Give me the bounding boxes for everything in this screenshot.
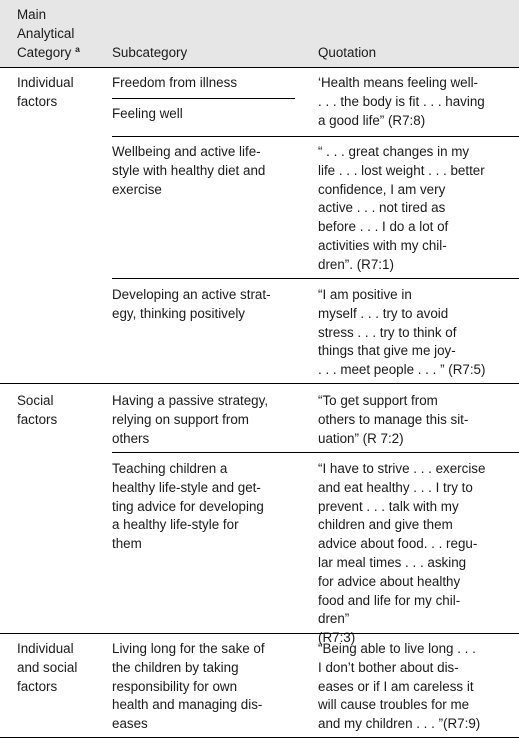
subcategory-feeling-well (112, 105, 183, 124)
row-divider (112, 136, 519, 137)
quotation-line: “Being able to live long . . . (318, 641, 476, 656)
subcategory-line: healthy life-style and get- (112, 479, 261, 495)
quotation-line: . . . the body is fit . . . having (318, 93, 485, 109)
subcategory-line: responsibility for own (112, 678, 238, 694)
subcategory-line: health and managing dis- (112, 697, 263, 713)
row-divider (112, 278, 519, 279)
subcategory-teaching-children (112, 460, 302, 554)
quotation-r7-8 (318, 74, 513, 130)
subcategory-line: Freedom from illness (112, 75, 238, 90)
quotation-line: advice about food. . . regu- (318, 536, 478, 552)
quotation-line: others to manage this sit- (318, 411, 469, 427)
quotation-line: . . . meet people . . . ” (R7:5) (318, 362, 486, 378)
subcategory-line: style with healthy diet and (112, 162, 266, 178)
quotation-line: “I am positive in (318, 287, 412, 302)
header-main-category (17, 6, 97, 62)
subcategory-line: them (112, 536, 142, 552)
quotation-line: “To get support from (318, 393, 438, 408)
category-individual-factors (17, 74, 97, 112)
quotation-line: dren” (318, 611, 350, 627)
subcategory-passive-strategy (112, 392, 302, 448)
quotation-line: myself . . . try to avoid (318, 305, 449, 321)
subcategory-wellbeing-active-lifestyle (112, 143, 302, 199)
quotation-line: before . . . I do a lot of (318, 219, 449, 235)
quotation-line: lar meal times . . . asking (318, 554, 467, 570)
category-line: Individual (17, 75, 74, 90)
subcategory-freedom-from-illness (112, 74, 237, 93)
category-line: factors (17, 411, 58, 427)
table-bottom-rule (0, 737, 519, 738)
quotation-line: will cause troubles for me (318, 697, 470, 713)
subcategory-living-long (112, 640, 307, 734)
subcategory-line: egy, thinking positively (112, 305, 245, 321)
subcategory-line: a healthy life-style for (112, 517, 239, 533)
subcategory-line: Teaching children a (112, 461, 228, 476)
quotation-r7-2 (318, 392, 513, 448)
header-main-category-line: Analytical (17, 25, 75, 41)
header-main-category-word: Category (17, 44, 72, 60)
subcategory-line: ting advice for developing (112, 498, 264, 514)
header-main-category-line: Main (17, 7, 47, 22)
category-line: Social (17, 393, 54, 408)
category-line: and social (17, 659, 78, 675)
group-divider (0, 383, 519, 384)
subcategory-line: others (112, 430, 150, 446)
quotation-line: activities with my chil- (318, 237, 447, 253)
quotation-r7-5 (318, 286, 513, 380)
category-line: factors (17, 678, 58, 694)
quotation-line: eases or if I am careless it (318, 678, 474, 694)
quotation-line: for advice about healthy (318, 573, 461, 589)
subcategory-line: Developing an active strat- (112, 287, 271, 302)
quotation-line: uation” (R 7:2) (318, 430, 404, 446)
category-individual-and-social-factors (17, 640, 97, 696)
row-divider (112, 452, 519, 453)
quotation-r7-1 (318, 143, 513, 275)
quotation-line: life . . . lost weight . . . better (318, 162, 485, 178)
subcategory-divider (112, 98, 295, 99)
subcategory-line: Having a passive strategy, (112, 393, 269, 408)
quotation-line: (R7:3) (318, 630, 356, 646)
category-line: factors (17, 93, 58, 109)
quotation-line: a good life” (R7:8) (318, 112, 426, 128)
quotation-line: stress . . . try to think of (318, 324, 457, 340)
quotation-line: things that give me joy- (318, 343, 456, 359)
subcategory-line: exercise (112, 181, 162, 197)
header-main-category-line (17, 44, 97, 63)
table-header (0, 0, 519, 68)
quotation-r7-9 (318, 640, 516, 734)
quotation-line: confidence, I am very (318, 181, 446, 197)
footnote-marker: a (75, 43, 80, 54)
quotation-r7-3 (318, 460, 513, 648)
subcategory-line: relying on support from (112, 411, 249, 427)
quotation-line: children and give them (318, 517, 453, 533)
subcategory-line: the children by taking (112, 659, 239, 675)
quotation-line: ‘Health means feeling well- (318, 75, 479, 90)
category-social-factors (17, 392, 97, 430)
category-line: Individual (17, 641, 74, 656)
quotation-line: and eat healthy . . . I try to (318, 479, 473, 495)
subcategory-line: Wellbeing and active life- (112, 144, 261, 159)
group-divider (0, 633, 519, 634)
quotation-line: food and life for my chil- (318, 592, 461, 608)
quotation-line: “ . . . great changes in my (318, 144, 470, 159)
quotation-line: active . . . not tired as (318, 200, 446, 216)
quotation-line: I don’t bother about dis- (318, 659, 459, 675)
quotation-line: and my children . . . ”(R7:9) (318, 716, 481, 732)
header-quotation: Quotation (318, 45, 377, 60)
quotation-line: “I have to strive . . . exercise (318, 461, 486, 476)
subcategory-line: eases (112, 716, 148, 732)
subcategory-line: Feeling well (112, 106, 183, 121)
quotation-line: dren”. (R7:1) (318, 256, 394, 272)
quotation-line: prevent . . . talk with my (318, 498, 459, 514)
header-subcategory: Subcategory (112, 45, 188, 60)
subcategory-active-strategy (112, 286, 302, 324)
subcategory-line: Living long for the sake of (112, 641, 265, 656)
